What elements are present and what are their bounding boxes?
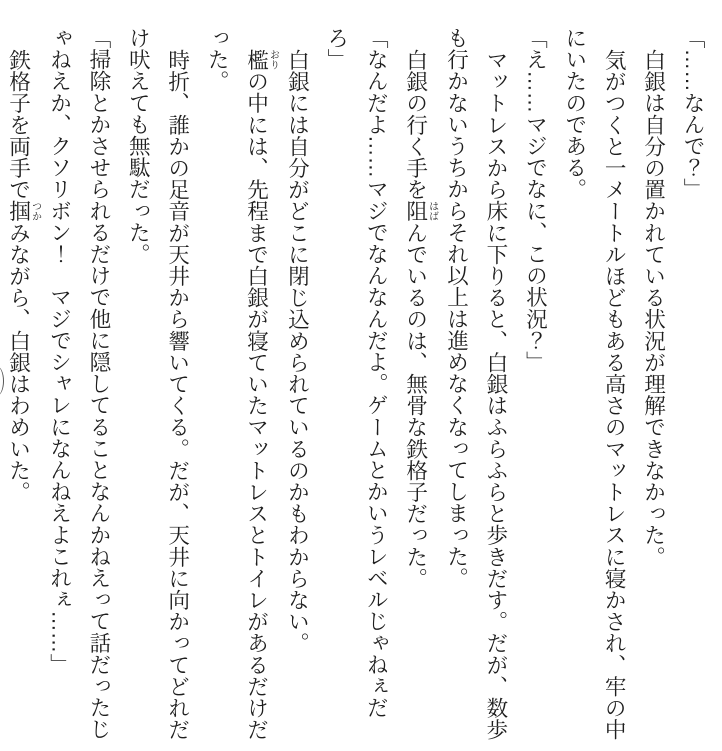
ruby-annotated-kanji: 掴つか (6, 199, 41, 222)
paragraph-narrative: 白銀の行く手を阻はばんでいるのは、無骨な鉄格子だった。 (403, 48, 438, 589)
paragraph-dialogue: 「なんだよ……マジでなんなんだよ。ゲームとかいうレベルじゃねぇだろ」 (324, 27, 390, 719)
story-text (0, 27, 713, 746)
paragraph-dialogue: 「……なんで？」 (681, 27, 706, 200)
paragraph-narrative: 時折、誰かの足音が天井から響いてくる。だが、天井に向かってどれだけ吠えても無駄だった。 (126, 27, 191, 740)
ruby-annotated-kanji: 阻はば (403, 199, 438, 222)
paragraph-narrative: 白銀は自分の置かれている状況が理解できなかった。 (641, 48, 667, 567)
paragraph-narrative: マットレスから床に下りると、白銀はふらふらと歩きだす。だが、数歩も行かないうちからそれ以上は進めなくなってしまった。 (444, 27, 509, 740)
paragraph-narrative: 気がつくと一メートルほどもある高さのマットレスに寝かされ、牢の中にいたのである。 (562, 27, 628, 740)
paragraph-narrative: 白銀には自分がどこに閉じ込められているのかもわからない。 (285, 48, 311, 654)
paragraph-narrative: 檻おりの中には、先程まで白銀が寝ていたマットレスとトイレがあるだけだった。 (205, 27, 279, 740)
ruby-annotated-kanji: 檻おり (244, 48, 279, 71)
paragraph-dialogue: 「掃除とかさせられるだけで他に隠してることなんかねえって話だったじゃねえか、クソリボン！ マジでシャレになんねえよこれぇ……」 (47, 27, 112, 740)
paragraph-narrative: 鉄格子を両手で掴つかみながら、白銀はわめいた。 (6, 48, 41, 503)
paragraph-dialogue: 「え……マジでなに、この状況？」 (523, 27, 549, 373)
